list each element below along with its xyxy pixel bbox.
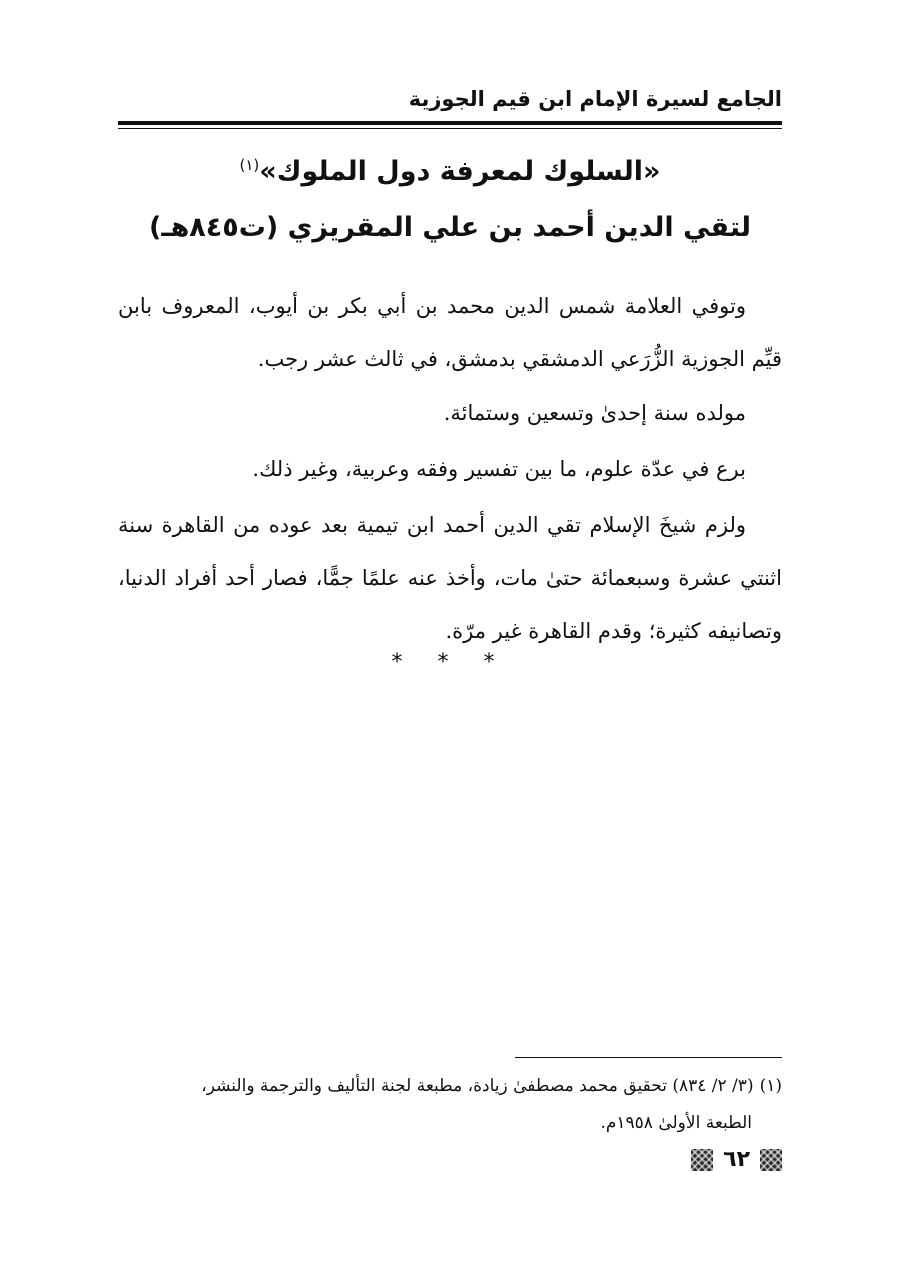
footnote-rule [515,1057,782,1058]
ornament-icon [760,1149,782,1171]
header-rule [118,121,782,125]
header-rule-thin [118,128,782,129]
paragraph-teacher: ولزم شيخَ الإسلام تقي الدين أحمد ابن تيمية بعد عوده من القاهرة سنة اثنتي عشرة وسبعمائة حتىٰ مات، وأخذ عنه علمًا جمًّا، فصار أحد أفراد الدنيا، وتصانيفه كثيرة؛ وقدم القاهرة غير مرّة. [118,513,782,643]
footnote-text-line1: (٣/ ٢/ ٨٣٤) تحقيق محمد مصطفىٰ زيادة، مطبعة لجنة التأليف والترجمة والنشر، [201,1076,754,1096]
running-header: الجامع لسيرة الإمام ابن قيم الجوزية [408,87,782,111]
ornament-icon [691,1149,713,1171]
footnote-reference[interactable]: (١) [239,156,260,174]
page-footer [691,1142,782,1178]
page-number: ٦٢ [723,1147,750,1172]
paragraph-birth: مولده سنة إحدىٰ وتسعين وستمائة. [443,401,746,425]
section-separator: * * * [391,650,509,675]
footnote-text-line2: الطبعة الأولىٰ ١٩٥٨م. [600,1113,752,1133]
section-title [118,152,782,192]
paragraph-expertise: برع في عدّة علوم، ما بين تفسير وفقه وعربية، وغير ذلك. [252,457,746,481]
section-subtitle: لتقي الدين أحمد بن علي المقريزي (ت٨٤٥هـ) [149,212,751,243]
footnote-marker: (١) [759,1076,782,1096]
section-title-text: «السلوك لمعرفة دول الملوك» [259,156,661,187]
paragraph-death-notice: وتوفي العلامة شمس الدين محمد بن أبي بكر بن أيوب، المعروف بابن قيِّم الجوزية الزُّرَعي الدمشقي بدمشق، في ثالث عشر رجب. [118,294,782,371]
footnote [118,1068,782,1142]
